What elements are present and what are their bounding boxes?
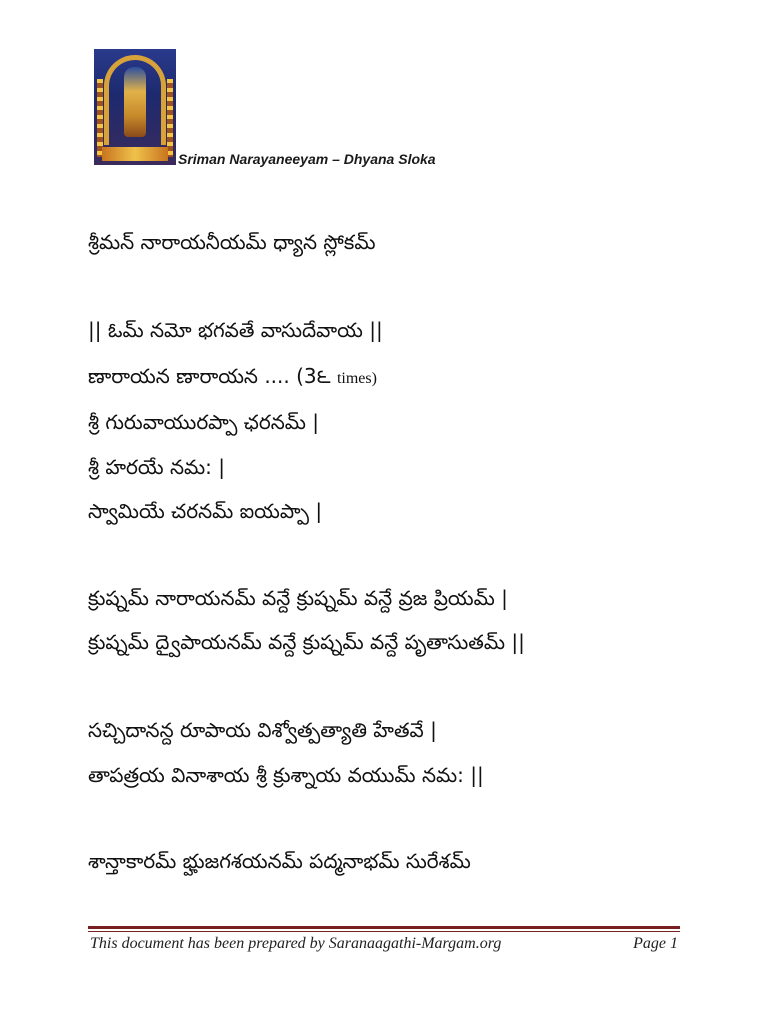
page-number: Page 1 (633, 935, 678, 952)
sloka-line-guruvayurappa: శ్రీ గురువాయురప్పా ఛరనమ్ | (88, 410, 320, 434)
deity-image (94, 49, 176, 165)
sloka-line-swamiye: స్వామియే చరనమ్ ఐయప్పా | (88, 499, 323, 523)
repeat-unit: times) (336, 370, 377, 387)
sloka-line-om: || ఓమ్ నమో భగవతే వాసుదేవాయ || (88, 318, 383, 342)
sloka-verse-1-line-1: క్రుష్నమ్ నారాయనమ్ వన్దే క్రుష్నమ్ వన్దే వ్రజ ప్రియమ్ | (88, 586, 508, 610)
page-title: శ్రీమన్ నారాయనీయమ్ ధ్యాన స్లోకమ్ (88, 230, 376, 254)
sloka-line-narayana (88, 364, 377, 393)
sloka-line-haraye: శ్రీ హరయే నమ: | (88, 455, 225, 479)
footer-rule-thin (88, 931, 680, 932)
sloka-verse-2-line-2: తాపత్రయ వినాశాయ శ్రీ క్రుశ్నాయ వయుమ్ నమ: || (88, 763, 484, 787)
repeat-count: 3౬ (303, 364, 331, 388)
narayana-text: ణారాయన ణారాయన .... ( (88, 364, 304, 388)
sloka-verse-2-line-1: సచ్చిదానన్ద రూపాయ విశ్వోత్పత్యాతి హేతవే | (88, 718, 437, 742)
sloka-verse-1-line-2: క్రుష్నమ్ ద్వైపాయనమ్ వన్దే క్రుష్నమ్ వన్దే పృతాసుతమ్ || (88, 630, 525, 654)
footer-rule-thick (88, 926, 680, 929)
sloka-verse-3-line-1: శాన్తాకారమ్ భ్హుజగశయనమ్ పద్మనాభమ్ సురేశమ్ (88, 849, 471, 873)
document-subtitle: Sriman Narayaneeyam – Dhyana Sloka (178, 151, 436, 167)
footer-credit: This document has been prepared by Saranaagathi-Margam.org (90, 935, 502, 952)
